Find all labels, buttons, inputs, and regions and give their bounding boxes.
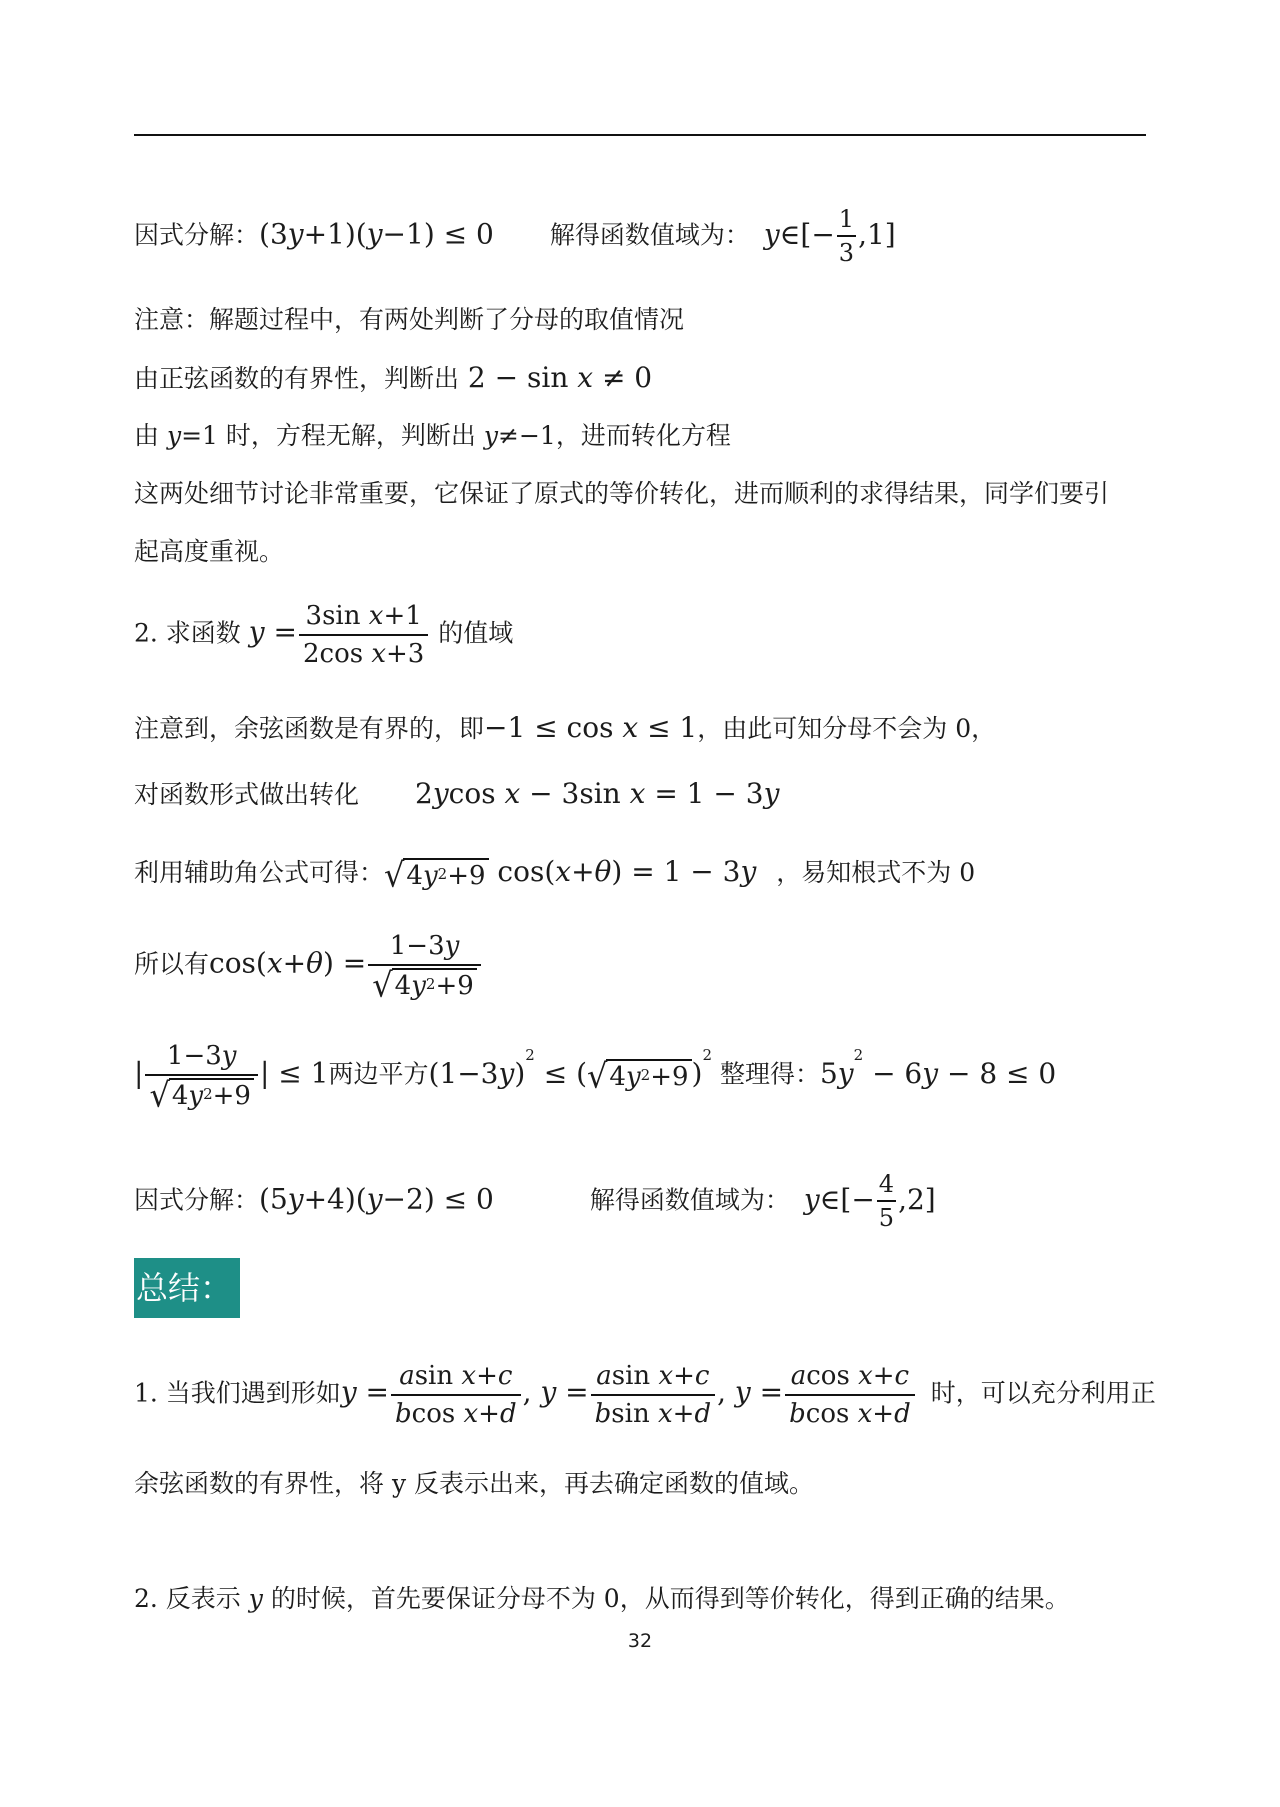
problem-2-line: 2. 求函数 y = $\frac{\text{3sin x+1}}{\text{2cos x+3}}$ 的值域: [134, 601, 514, 669]
problem-2-text-b: 的值域: [438, 618, 514, 648]
range-label-2: 解得函数值域为：: [589, 1185, 790, 1215]
cos-bound-line: 注意到，余弦函数是有界的，即−1 ≤ cos x ≤ 1，由此可知分母不会为 0，: [134, 711, 997, 744]
factor-label-1: 因式分解：: [134, 220, 260, 250]
paragraph-line-2: 起高度重视。: [134, 537, 285, 566]
y-case-text-c: ，进而转化方程: [555, 421, 731, 450]
cos-formula-line: 所以有cos(x+θ) = 1−3y √ $4y^2+9$: [134, 930, 483, 1002]
cos-formula-text: 所以有: [134, 949, 210, 979]
summary-text-1b: 时，可以充分利用正: [930, 1378, 1156, 1408]
square-line: | 1−3y √ $4y^2+9$ | ≤ 1两边平方$(1-3y)^2$ ≤ ( √ $4y^2+9$ )$^2$ 整理得：$5y^2 - 6y - 8 \le 0$: [134, 1041, 1057, 1115]
note-line: 注意：解题过程中，有两处判断了分母的取值情况: [134, 305, 685, 334]
factor-line-2: 因式分解：(5y+4)(y−2) ≤ 0 解得函数值域为： y∈[− $\frac{4}{5}$ ,2]: [134, 1170, 936, 1232]
summary-line-3: 2. 反表示 y 的时候，首先要保证分母不为 0，从而得到等价转化，得到正确的结果。: [134, 1584, 1070, 1613]
summary-text-3a: 2. 反表示: [134, 1584, 241, 1613]
square-text-a: 两边平方: [328, 1059, 429, 1089]
aux-angle-text-a: 利用辅助角公式可得：: [134, 858, 385, 887]
sine-bound-text: 由正弦函数的有界性，判断出: [134, 364, 460, 393]
y-case-text-a: 由: [134, 421, 160, 450]
page-number: 32: [627, 1630, 653, 1652]
paragraph-line-1: 这两处细节讨论非常重要，它保证了原式的等价转化，进而顺利的求得结果，同学们要引: [134, 479, 1110, 508]
aux-angle-line: 利用辅助角公式可得： √ $4y^2+9$ cos(x+θ) = 1 − 3y ，易知根式不为 0: [134, 854, 976, 895]
square-text-b: 整理得：: [719, 1059, 820, 1089]
y-case-line: 由 y=1 时，方程无解，判断出 y≠−1，进而转化方程: [134, 421, 731, 450]
transform-line: 对函数形式做出转化 2ycos x − 3sin x = 1 − 3y: [134, 777, 780, 810]
summary-text-1a: 1. 当我们遇到形如: [134, 1378, 341, 1408]
problem-2-text-a: 2. 求函数: [134, 618, 241, 648]
factor-label-2: 因式分解：: [134, 1185, 260, 1215]
aux-angle-text-b: ，易知根式不为 0: [776, 858, 976, 887]
y-case-text-b: 时，方程无解，判断出: [225, 421, 476, 450]
factor-line-1: 因式分解：(3y+1)(y−1) ≤ 0 解得函数值域为： y∈[− $\frac{1}{3}$ ,1]: [134, 205, 896, 267]
summary-text-3b: 的时候，首先要保证分母不为 0，从而得到等价转化，得到正确的结果。: [270, 1584, 1070, 1613]
range-label-1: 解得函数值域为：: [549, 220, 750, 250]
summary-line-1: 1. 当我们遇到形如y = $\frac{\text{asin x+c}}{\text{bcos x+d}}$ , y = $\frac{\text{asin x+c}}{\text{bsin x+d}}$ , y = $\frac{\text{acos x+c}}{\text{bcos x+d}}$ 时，可以充分利用正: [134, 1361, 1156, 1429]
header-rule: [134, 134, 1146, 136]
cos-bound-text-b: ，由此可知分母不会为 0，: [697, 714, 997, 743]
sine-bound-line: 由正弦函数的有界性，判断出 2 − sin x ≠ 0: [134, 361, 653, 394]
transform-text: 对函数形式做出转化: [134, 780, 360, 809]
cos-bound-text-a: 注意到，余弦函数是有界的，即: [134, 714, 485, 743]
summary-badge: 总结：: [134, 1258, 240, 1318]
summary-line-2: 余弦函数的有界性，将 y 反表示出来，再去确定函数的值域。: [134, 1469, 815, 1498]
